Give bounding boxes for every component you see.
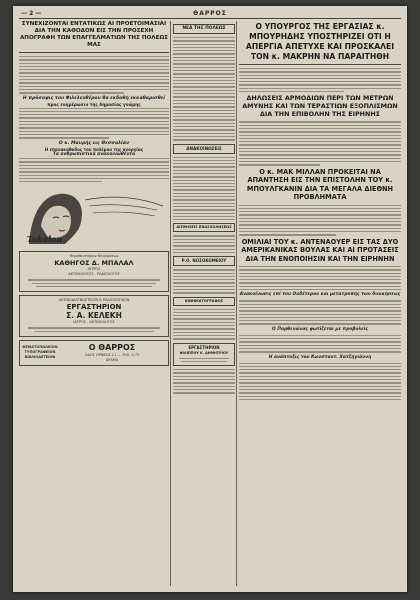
newspaper-name: ΘΑΡΡΟΣ	[193, 10, 227, 17]
article-body	[19, 158, 169, 182]
article-body	[239, 121, 401, 165]
article-body	[173, 157, 235, 221]
ad-doctor-name: ΚΑΘΗΓΟΣ Δ. ΜΠΑΛΑΛ	[54, 259, 134, 268]
subheadline-announcements: Τα ανθρωπιστικά ανακοινωθέντα	[52, 152, 136, 158]
cinema-box	[173, 297, 235, 306]
lab-advertisement-keleki	[19, 295, 169, 337]
subheadline-liberal-2: προς ενημέρωσιν της δημοσίας γνώμης	[47, 101, 141, 107]
ad-specialty: ΙΑΤΡΟΣ - ΑΚΤΙΝΟΛΟΓΟΣ	[73, 320, 115, 325]
column-rule	[170, 21, 171, 586]
hospital-title: Ρ.Ο. ΝΟΣΟΚΟΜΕΙΟΥ	[181, 258, 227, 264]
article-body	[173, 309, 235, 340]
ad-heading: Θεραπευτήριον Νευρώσεων	[69, 254, 119, 259]
tokalon-advertisement	[19, 186, 169, 248]
announcements-title: ΑΝΑΚΟΙΝΩΣΕΙΣ	[186, 145, 222, 151]
headline-adenauer: ΟΜΙΛΙΑΙ ΤΟΥ κ. ΑΝΤΕΝΑΟΥΕΡ ΕΙΣ ΤΑΣ ΔΥΟ ΑΜΕΡΙΚΑΝΙΚΑΣ ΒΟΥΛΑΣ ΚΑΙ ΑΙ ΠΡΟΤΑΣΕΙΣ ΔΙΑ ΤΗΝ ΕΝΟΠΟΙΗΣΙΝ ΚΑΙ ΤΗΝ ΕΙΡΗΝΗΝ	[241, 237, 399, 263]
sensations-box	[173, 223, 235, 232]
article-body	[239, 205, 401, 236]
headline-defense-measures: ΔΗΛΩΣΕΙΣ ΑΡΜΟΔΙΩΝ ΠΕΡΙ ΤΩΝ ΜΕΤΡΩΝ ΑΜΥΝΗΣ ΚΑΙ ΤΩΝ ΤΕΡΑΣΤΙΩΝ ΕΞΟΠΛΙΣΜΩΝ ΔΙΑ ΤΗΝ ΕΠΙΒΟΛΗΝ ΤΗΣ ΕΙΡΗΝΗΣ	[242, 94, 398, 119]
doctor-advertisement-ballas	[19, 251, 169, 292]
column-rule	[236, 21, 237, 586]
subheadline-liberal: Η πρόσοψις του Φιλελευθέρου θα εκδοθή εκκαθαρισθεί	[22, 95, 166, 101]
ad-heading: ΑΚΤΙΝΟΔΙΑΓΝΩΣΤΙΚΟΝ & ΡΑΔΙΟΛΟΓΙΚΟΝ	[58, 298, 130, 303]
column-left	[19, 21, 169, 586]
subheadline-parthenon: Ο Παρθενώνας φωτίζεται με προβολείς	[272, 326, 368, 332]
ad-lab-name: Σ. Α. ΚΕΛΕΚΗ	[66, 311, 122, 321]
workshop-title: ΕΡΓΑΣΤΗΡΙΟΝ	[188, 344, 220, 350]
article-body	[173, 37, 235, 141]
article-body	[239, 363, 401, 401]
ad-specialty: ΑΚΤΙΝΟΛΟΓΟΣ - ΡΑΔΙΟΛΟΓΟΣ	[68, 272, 120, 277]
article-body	[19, 108, 169, 139]
masthead	[19, 9, 401, 19]
column-right	[239, 21, 401, 586]
ad-shop-address: ΟΔΟΣ ΟΡΦΕΩΣ 11 — ΤΗΛ. 9-73	[84, 352, 140, 357]
article-body	[239, 68, 401, 92]
print-shop-advertisement	[19, 340, 169, 366]
workshop-box	[173, 343, 235, 367]
workshop-name: ΦΙΛΙΠΠΟΥ Κ. ΔΗΜΗΤΡΙΟΥ	[179, 350, 229, 355]
article-body	[173, 235, 235, 253]
article-body	[239, 335, 401, 353]
subheadline-development: Η ανάπτυξις του Κωνσταντ. Χατζηγιάννη	[268, 354, 372, 360]
city-news-title: ΝΕΑ ΤΗΣ ΠΟΛΕΩΣ	[182, 26, 226, 31]
divider	[19, 52, 169, 53]
article-body	[239, 300, 401, 324]
article-body	[173, 369, 235, 393]
tokalon-brand: Tokalon	[27, 234, 63, 245]
headline-minister-strike: Ο ΥΠΟΥΡΓΟΣ ΤΗΣ ΕΡΓΑΣΙΑΣ κ. ΜΠΟΥΡΗΔΗΣ ΥΠΟΣΤΗΡΙΖΕΙ ΟΤΙ Η ΑΠΕΡΓΙΑ ΑΠΕΤΥΧΕ ΚΑΙ ΠΡΟΣΚΑΛΕΙ ΤΟΝ κ. ΜΑΚΡΗΝ ΝΑ ΠΑΡΑΙΤΗΘΗ	[245, 21, 395, 61]
page-number: — 2 —	[21, 10, 42, 17]
cinema-title: ΚΙΝΗΜΑΤΟΓΡΑΦΟΣ	[184, 298, 224, 303]
ad-lab-title: ΕΡΓΑΣΤΗΡΙΟΝ	[66, 303, 122, 312]
newspaper-page	[13, 6, 407, 592]
subheadline-thessaly-2: Η επανακαθοδος του πολέμου της ανοργίας	[44, 146, 144, 152]
article-body	[239, 266, 401, 290]
ad-shop-name: Ο ΘΑΡΡΟΣ	[88, 342, 136, 352]
headline-preparations: ΣΥΝΕΧΙΖΟΝΤΑΙ ΕΝΤΑΤΙΚΩΣ ΑΙ ΠΡΟΕΤΟΙΜΑΣΙΑΙ ΔΙΑ ΤΗΝ ΚΑΘΟΔΟΝ ΕΙΣ ΤΗΝ ΠΡΟΣΕΧΗ ΑΠΟΓΡΑΦΗ ΤΩΝ ΕΠΑΓΓΕΛΜΑΤΙΩΝ ΤΗΣ ΠΟΛΕΩΣ ΜΑΣ	[19, 21, 169, 48]
article-body	[173, 269, 235, 293]
hospital-box	[173, 256, 235, 266]
sensations-title: ΑΙΣΘΗΣΕΙΣ ΕΝΑΣΧΟΛΗΣΕΩΣ	[176, 225, 232, 230]
headline-macmillan: Ο κ. ΜΑΚ ΜΙΛΛΑΝ ΠΡΟΚΕΙΤΑΙ ΝΑ ΑΠΑΝΤΗΣΗ ΕΙΣ ΤΗΝ ΕΠΙΣΤΟΛΗΝ ΤΟΥ κ. ΜΠΟΥΛΓΚΑΝΙΝ ΔΙΑ ΤΑ ΜΕΓΑΛΑ ΔΙΕΘΝΗ ΠΡΟΒΛΗΜΑΤΑ	[246, 167, 394, 202]
ad-shop-city: ΔΡΑΜΑ	[105, 357, 119, 362]
column-middle	[173, 21, 235, 586]
ad-shop-type: ΘΕΜΑΤΟΠΩΛΕΙΟΝ ΤΥΠΟΓΡΑΦΕΙΟΝ ΒΙΒΛΙΟΔΕΤΕΙΟΝ	[22, 345, 58, 360]
divider	[239, 64, 401, 65]
subheadline-neutral: Ανακοίνωσις επί του Ουδέτερου και μετατροπής των διοικήσεως	[239, 292, 401, 298]
subheadline-thessaly: Ο κ. Μαυρής εις Θεσσαλίαν	[58, 140, 130, 146]
ad-title: ΙΑΤΡΟΣ	[87, 267, 101, 272]
city-news-box	[173, 24, 235, 34]
article-body	[19, 56, 169, 94]
announcements-box	[173, 144, 235, 154]
